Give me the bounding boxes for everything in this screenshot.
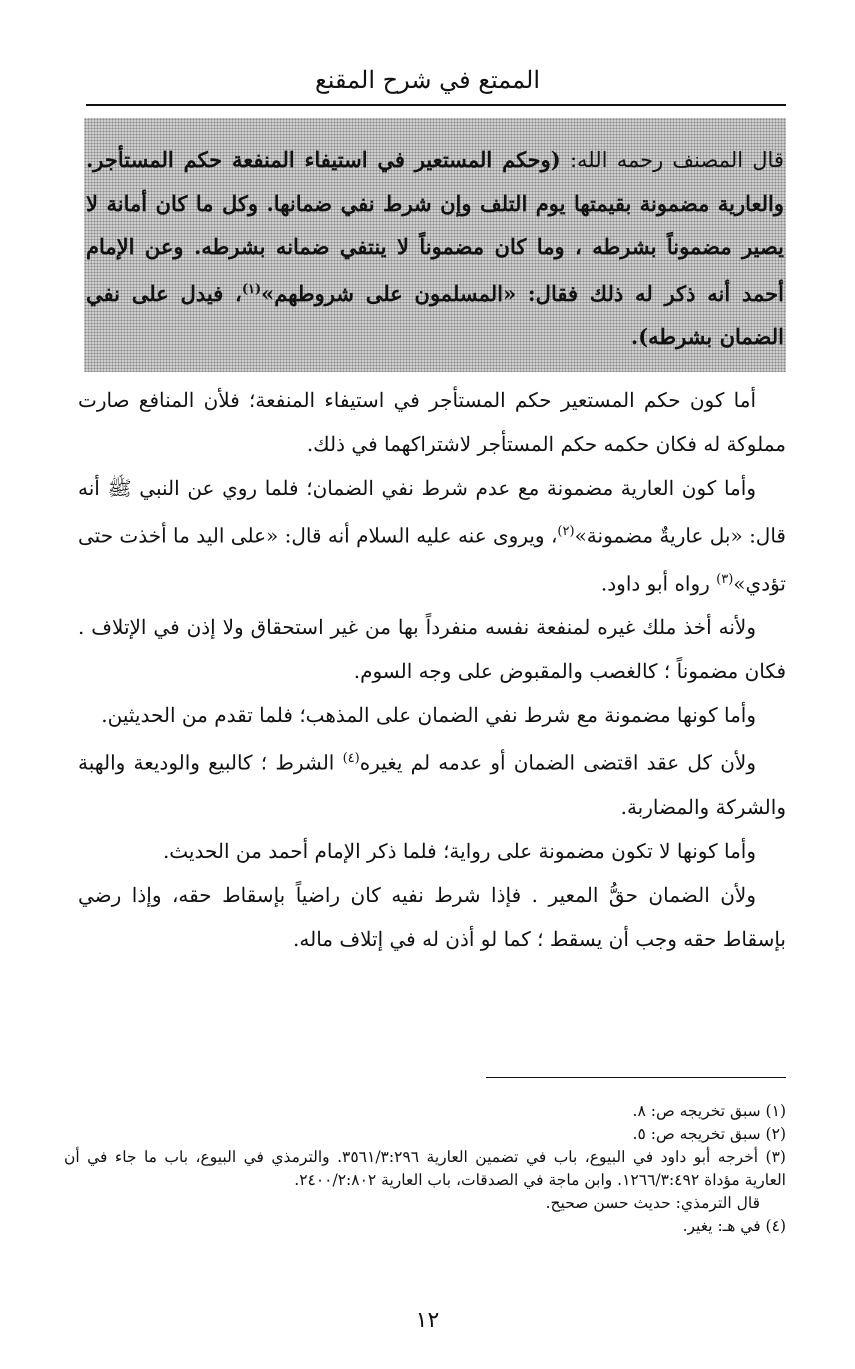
running-header-title: الممتع في شرح المقنع <box>315 66 540 94</box>
paragraph-5-part-b: الشرط ؛ كالبيع والوديعة والهبة والشركة والمضاربة. <box>78 750 786 819</box>
paragraph-3: ولأنه أخذ ملك غيره لمنفعة نفسه منفرداً بها من غير استحقاق ولا إذن في الإتلاف . فكان مضموناً ؛ كالغصب والمقبوض على وجه السوم. <box>78 615 786 684</box>
paragraph-5 <box>78 737 786 829</box>
footnote-marker-1: (١) <box>241 282 262 297</box>
paragraph-7: ولأن الضمان حقُّ المعير . فإذا شرط نفيه كان راضياً بإسقاط حقه، وإذا رضي بإسقاط حقه وجب أن يسقط ؛ كما لو أذن له في إتلاف ماله. <box>78 882 786 951</box>
footnote-divider <box>486 1077 786 1078</box>
header-divider <box>86 104 786 106</box>
footnote-3-note: قال الترمذي: حديث حسن صحيح. <box>545 1194 760 1212</box>
footnote-1: (١) سبق تخريجه ص: ٨. <box>632 1102 786 1120</box>
footnote-marker-2: (٢) <box>557 524 575 539</box>
quote-lead: قال المصنف رحمه الله: <box>560 148 784 172</box>
paragraph-1: أما كون حكم المستعير حكم المستأجر في استيفاء المنفعة؛ فلأن المنافع صارت مملوكة له فكان حكمه حكم المستأجر لاشتراكهما في ذلك. <box>78 388 786 456</box>
footnote-4: (٤) في هـ: يغير. <box>682 1217 786 1235</box>
commentary-body <box>78 378 786 961</box>
footnote-3: (٣) أخرجه أبو داود في البيوع، باب في تضمين العارية ٣٥٦١/٣:٢٩٦. والترمذي في البيوع، باب ما جاء في أن العارية مؤداة ١٢٦٦/٣:٤٩٢. وابن ماجة في الصدقات، باب العارية ٢٤٠٠/٢:٨٠٢. <box>64 1148 786 1189</box>
author-quote-block <box>86 138 784 358</box>
footnote-2: (٢) سبق تخريجه ص: ٥. <box>632 1125 786 1143</box>
paragraph-5-part-a: ولأن كل عقد اقتضى الضمان أو عدمه لم يغيره <box>359 750 756 775</box>
paragraph-2-part-b: ، ويروى عنه عليه السلام أنه قال: «على اليد ما أخذت حتى تؤدي» <box>78 523 786 596</box>
paragraph-2-part-c: رواه أبو داود. <box>600 571 717 596</box>
footnote-marker-3: (٣) <box>716 571 734 587</box>
footnote-marker-4: (٤) <box>342 751 360 767</box>
page-number: ١٢ <box>415 1308 440 1333</box>
quote-text: (وحكم المستعير في استيفاء المنفعة حكم المستأجر. والعارية مضمونة بقيمتها يوم التلف وإن شرط نفي ضمانها. وكل ما كان أمانة لا يصير مضموناً بشرطه ، وما كان مضموناً لا ينتفي ضمانه بشرطه. وعن الإمام أحمد أنه ذكر له ذلك فقال: «المسلمون على شروطهم» <box>86 147 784 306</box>
paragraph-2 <box>78 466 786 605</box>
paragraph-6: وأما كونها لا تكون مضمونة على رواية؛ فلما ذكر الإمام أحمد من الحديث. <box>162 838 756 863</box>
paragraph-2-part-a: وأما كون العارية مضمونة مع عدم شرط نفي الضمان؛ فلما روي عن النبي ﷺ أنه قال: «بل عاريةٌ مضمونة» <box>78 476 786 548</box>
footnotes <box>64 1100 786 1238</box>
quote-tail: ، فيدل على نفي الضمان بشرطه). <box>86 281 784 349</box>
paragraph-4: وأما كونها مضمونة مع شرط نفي الضمان على المذهب؛ فلما تقدم من الحديثين. <box>101 703 756 728</box>
